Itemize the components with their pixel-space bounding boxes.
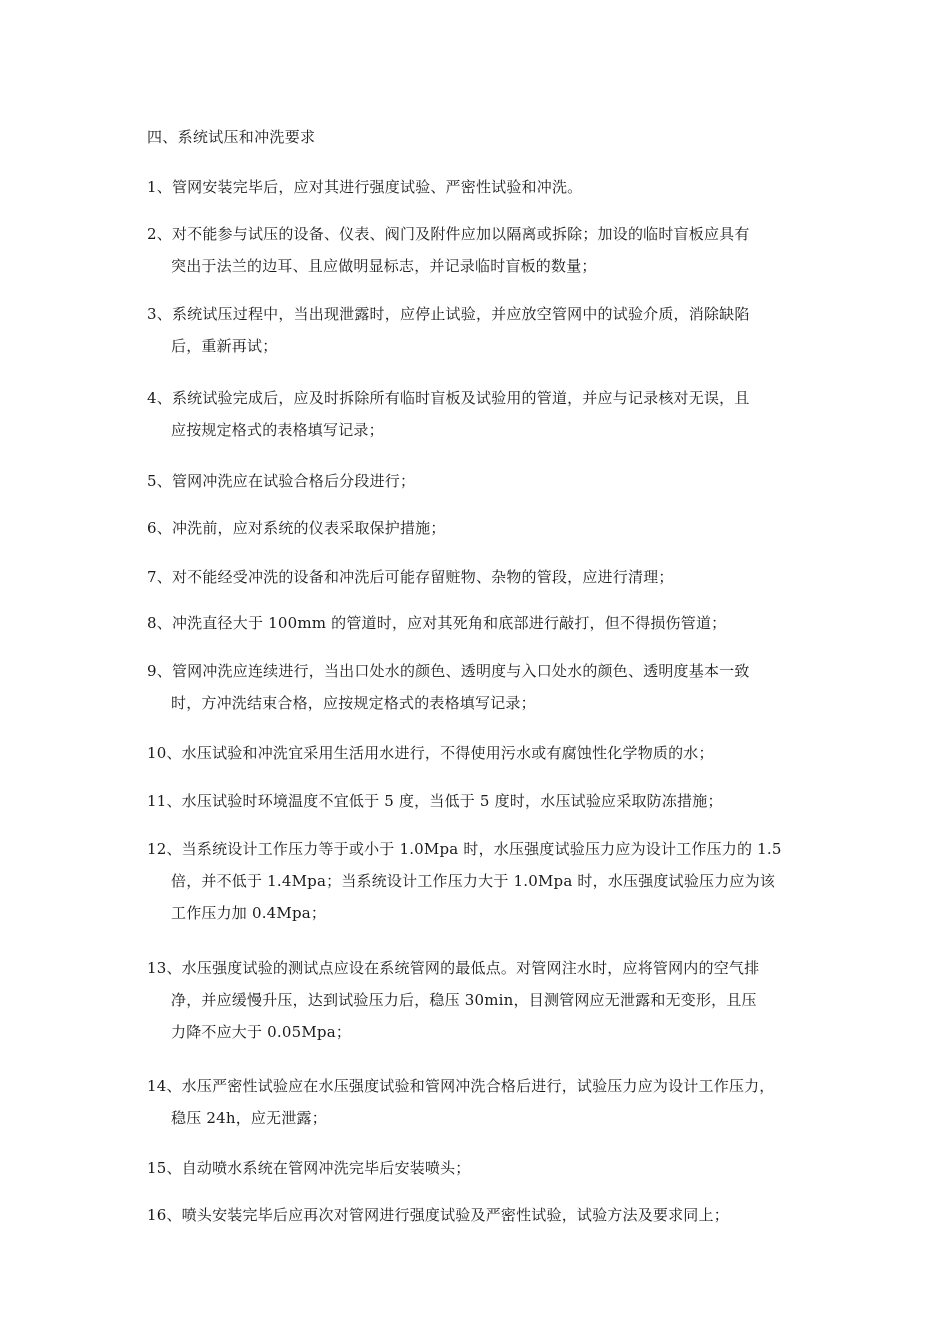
list-item-2 xyxy=(147,218,817,282)
item-line: 稳压 24h，应无泄露； xyxy=(171,1109,327,1127)
list-item-10 xyxy=(147,737,817,769)
item-line: 7、对不能经受冲洗的设备和冲洗后可能存留赃物、杂物的管段，应进行清理； xyxy=(147,568,674,586)
item-line: 力降不应大于 0.05Mpa； xyxy=(171,1023,352,1041)
list-item-5 xyxy=(147,465,817,497)
list-item-13 xyxy=(147,952,817,1048)
item-line: 12、当系统设计工作压力等于或小于 1.0Mpa 时，水压强度试验压力应为设计工作压力的 1.5 xyxy=(147,840,782,858)
item-line: 突出于法兰的边耳、且应做明显标志，并记录临时盲板的数量； xyxy=(171,257,597,275)
item-line: 5、管网冲洗应在试验合格后分段进行； xyxy=(147,472,416,490)
list-item-11 xyxy=(147,785,817,817)
section-heading: 四、系统试压和冲洗要求 xyxy=(147,128,316,146)
item-line: 3、系统试压过程中，当出现泄露时，应停止试验，并应放空管网中的试验介质，消除缺陷 xyxy=(147,305,750,323)
item-line: 15、自动喷水系统在管网冲洗完毕后安装喷头； xyxy=(147,1159,471,1177)
list-item-12 xyxy=(147,833,817,929)
item-line: 6、冲洗前，应对系统的仪表采取保护措施； xyxy=(147,519,446,537)
list-item-1 xyxy=(147,171,817,203)
item-line: 14、水压严密性试验应在水压强度试验和管网冲洗合格后进行，试验压力应为设计工作压力， xyxy=(147,1077,775,1095)
item-line: 13、水压强度试验的测试点应设在系统管网的最低点。对管网注水时，应将管网内的空气排 xyxy=(147,959,760,977)
list-item-3 xyxy=(147,298,817,362)
item-line: 16、喷头安装完毕后应再次对管网进行强度试验及严密性试验，试验方法及要求同上； xyxy=(147,1206,729,1224)
item-line: 1、管网安装完毕后，应对其进行强度试验、严密性试验和冲洗。 xyxy=(147,178,583,196)
list-item-9 xyxy=(147,655,817,719)
item-line: 时，方冲洗结束合格，应按规定格式的表格填写记录； xyxy=(171,694,536,712)
item-line: 倍，并不低于 1.4Mpa；当系统设计工作压力大于 1.0Mpa 时，水压强度试验压力应为该 xyxy=(171,872,776,890)
item-line: 净，并应缓慢升压，达到试验压力后，稳压 30min，目测管网应无泄露和无变形，且压 xyxy=(171,991,757,1009)
item-line: 应按规定格式的表格填写记录； xyxy=(171,421,384,439)
item-line: 11、水压试验时环境温度不宜低于 5 度，当低于 5 度时，水压试验应采取防冻措施； xyxy=(147,792,723,810)
list-item-4 xyxy=(147,382,817,446)
item-line: 4、系统试验完成后，应及时拆除所有临时盲板及试验用的管道，并应与记录核对无误，且 xyxy=(147,389,750,407)
list-item-6 xyxy=(147,512,817,544)
list-item-15 xyxy=(147,1152,817,1184)
item-line: 9、管网冲洗应连续进行，当出口处水的颜色、透明度与入口处水的颜色、透明度基本一致 xyxy=(147,662,750,680)
list-item-8 xyxy=(147,607,817,639)
list-item-7 xyxy=(147,561,817,593)
item-line: 10、水压试验和冲洗宜采用生活用水进行，不得使用污水或有腐蚀性化学物质的水； xyxy=(147,744,714,762)
list-item-16 xyxy=(147,1199,817,1231)
item-line: 工作压力加 0.4Mpa； xyxy=(171,904,327,922)
item-line: 8、冲洗直径大于 100mm 的管道时，应对其死角和底部进行敲打，但不得损伤管道； xyxy=(147,614,727,632)
list-item-14 xyxy=(147,1070,817,1134)
item-line: 后，重新再试； xyxy=(171,337,278,355)
item-line: 2、对不能参与试压的设备、仪表、阀门及附件应加以隔离或拆除；加设的临时盲板应具有 xyxy=(147,225,750,243)
